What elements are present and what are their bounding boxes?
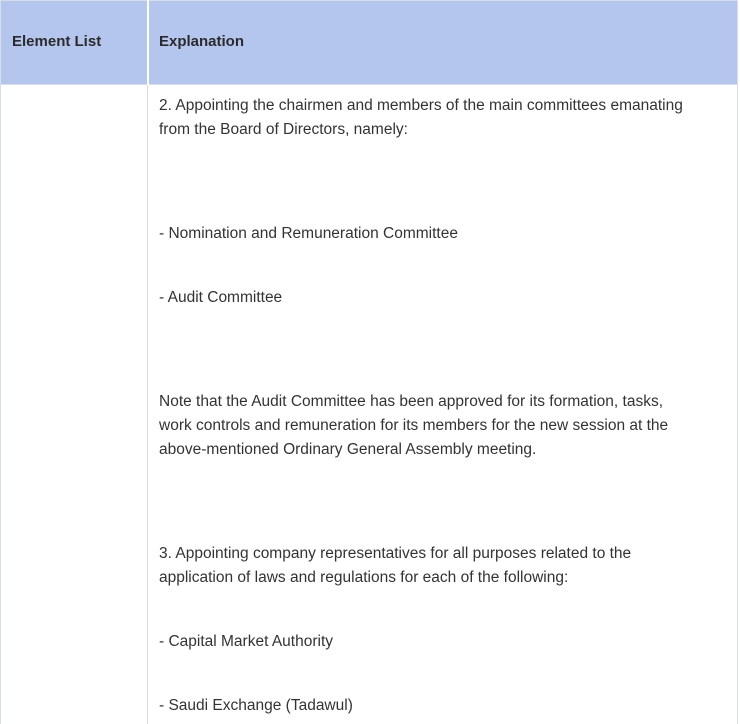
authority-cma: - Capital Market Authority — [159, 633, 334, 650]
note-line2: work controls and remuneration for its members for the new session at the — [159, 417, 669, 434]
header-divider — [1, 84, 737, 85]
committee-audit: - Audit Committee — [159, 289, 283, 306]
header-explanation: Explanation — [159, 33, 245, 50]
body-column-divider — [147, 85, 148, 724]
item2-text-line1: 2. Appointing the chairmen and members of the main committees emanating — [159, 97, 683, 114]
item3-text-line2: application of laws and regulations for each of the following: — [159, 569, 569, 586]
item3-text-line1: 3. Appointing company representatives for all purposes related to the — [159, 545, 632, 562]
note-line3: above-mentioned Ordinary General Assembly meeting. — [159, 441, 537, 458]
item2-text-line2: from the Board of Directors, namely: — [159, 121, 408, 138]
authority-tadawul: - Saudi Exchange (Tadawul) — [159, 697, 353, 714]
committee-nomination: - Nomination and Remuneration Committee — [159, 225, 458, 242]
header-element-list: Element List — [12, 33, 102, 50]
note-line1: Note that the Audit Committee has been approved for its formation, tasks, — [159, 393, 664, 410]
table-header — [1, 0, 737, 85]
